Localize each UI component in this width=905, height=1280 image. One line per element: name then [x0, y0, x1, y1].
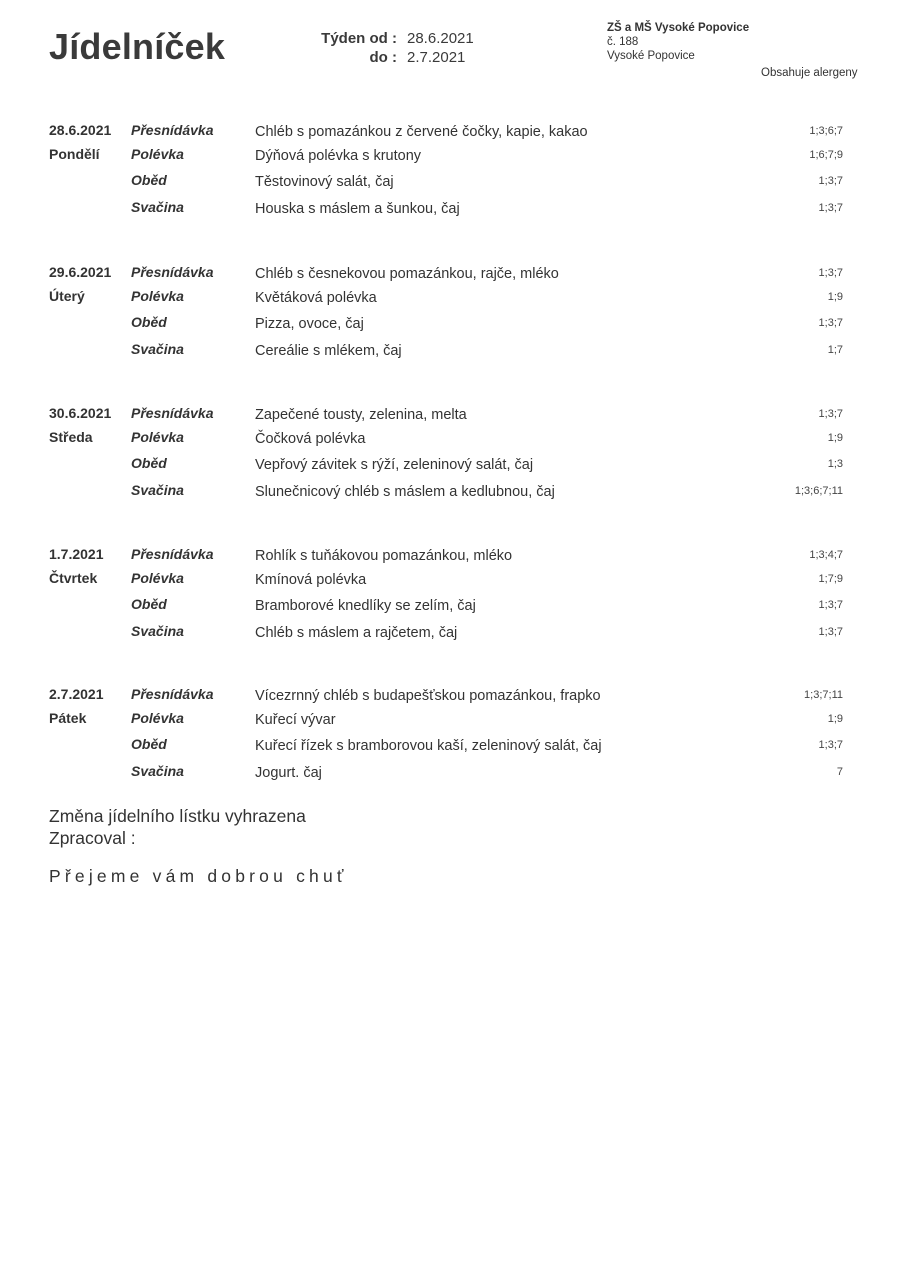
day-name: Čtvrtek — [49, 570, 98, 586]
meal-allergens: 1;3;6;7;11 — [794, 485, 843, 497]
meal-type: Přesnídávka — [131, 405, 214, 421]
meal-row — [0, 314, 905, 338]
week-from-value: 28.6.2021 — [407, 30, 474, 47]
meal-allergens: 1;7;9 — [818, 573, 843, 585]
meal-allergens: 1;9 — [827, 432, 843, 444]
meal-dish: Vícezrnný chléb s budapešťskou pomazánkou, frapko — [255, 688, 601, 704]
meal-dish: Cereálie s mlékem, čaj — [255, 343, 402, 359]
meal-type: Oběd — [131, 596, 167, 612]
meal-allergens: 1;3;7 — [818, 202, 843, 214]
meal-row — [0, 596, 905, 620]
meal-type: Svačina — [131, 341, 184, 357]
meal-allergens: 1;3;7 — [818, 267, 843, 279]
meal-type: Polévka — [131, 710, 184, 726]
meal-row — [0, 172, 905, 196]
meal-dish: Chléb s máslem a rajčetem, čaj — [255, 625, 458, 641]
meal-allergens: 1;3 — [827, 458, 843, 470]
meal-allergens: 1;3;7 — [818, 599, 843, 611]
meal-type: Oběd — [131, 314, 167, 330]
meal-row — [0, 122, 905, 146]
meal-row — [0, 264, 905, 288]
meal-allergens: 7 — [836, 766, 843, 778]
meal-type: Svačina — [131, 482, 184, 498]
meal-type: Svačina — [131, 763, 184, 779]
meal-dish: Zapečené tousty, zelenina, melta — [255, 407, 467, 423]
meal-row — [0, 429, 905, 453]
meal-type: Svačina — [131, 623, 184, 639]
day-name: Úterý — [49, 288, 85, 304]
meal-row — [0, 199, 905, 223]
meal-type: Přesnídávka — [131, 264, 214, 280]
meal-row — [0, 763, 905, 787]
meal-type: Přesnídávka — [131, 546, 214, 562]
prepared-by: Zpracoval : — [49, 828, 136, 848]
meal-row — [0, 146, 905, 170]
school-address — [607, 21, 749, 63]
meal-allergens: 1;9 — [827, 713, 843, 725]
day-date: 28.6.2021 — [49, 122, 112, 138]
day-name: Pátek — [49, 710, 87, 726]
meal-dish: Dýňová polévka s krutony — [255, 148, 422, 164]
meal-dish: Květáková polévka — [255, 290, 377, 306]
meal-dish: Chléb s česnekovou pomazánkou, rajče, mléko — [255, 266, 559, 282]
school-town: Vysoké Popovice — [607, 50, 695, 62]
meal-dish: Čočková polévka — [255, 431, 366, 447]
meal-row — [0, 482, 905, 506]
school-name: ZŠ a MŠ Vysoké Popovice — [607, 22, 750, 34]
school-number: č. 188 — [607, 36, 639, 48]
meal-allergens: 1;3;4;7 — [809, 549, 843, 561]
meal-type: Přesnídávka — [131, 686, 214, 702]
meal-dish: Kuřecí vývar — [255, 712, 336, 728]
meal-allergens: 1;9 — [827, 291, 843, 303]
meal-row — [0, 405, 905, 429]
meal-dish: Rohlík s tuňákovou pomazánkou, mléko — [255, 548, 513, 564]
meal-type: Přesnídávka — [131, 122, 214, 138]
meal-row — [0, 546, 905, 570]
meal-type: Polévka — [131, 146, 184, 162]
meal-dish: Těstovinový salát, čaj — [255, 174, 394, 190]
week-to-label: do : — [369, 49, 397, 66]
meal-row — [0, 455, 905, 479]
meal-type: Oběd — [131, 455, 167, 471]
page-title: Jídelníček — [49, 26, 226, 67]
day-name: Pondělí — [49, 146, 100, 162]
meal-allergens: 1;3;7 — [818, 408, 843, 420]
meal-allergens: 1;3;6;7 — [809, 125, 843, 137]
bon-appetit-wish: Přejeme vám dobrou chuť — [49, 866, 348, 886]
meal-allergens: 1;3;7 — [818, 175, 843, 187]
day-date: 2.7.2021 — [49, 686, 104, 702]
meal-dish: Houska s máslem a šunkou, čaj — [255, 201, 460, 217]
meal-row — [0, 710, 905, 734]
meal-dish: Kmínová polévka — [255, 572, 367, 588]
day-date: 1.7.2021 — [49, 546, 104, 562]
meal-type: Oběd — [131, 736, 167, 752]
meal-type: Polévka — [131, 429, 184, 445]
meal-dish: Slunečnicový chléb s máslem a kedlubnou, čaj — [255, 484, 555, 500]
meal-row — [0, 686, 905, 710]
meal-dish: Bramborové knedlíky se zelím, čaj — [255, 598, 476, 614]
meal-allergens: 1;7 — [827, 344, 843, 356]
meal-row — [0, 288, 905, 312]
allergens-column-label: Obsahuje alergeny — [761, 67, 858, 79]
week-to-value: 2.7.2021 — [407, 49, 466, 66]
meal-row — [0, 341, 905, 365]
meal-allergens: 1;3;7 — [818, 626, 843, 638]
meal-row — [0, 570, 905, 594]
meal-allergens: 1;3;7;11 — [804, 689, 843, 701]
meal-row — [0, 736, 905, 760]
day-name: Středa — [49, 429, 93, 445]
meal-allergens: 1;6;7;9 — [809, 149, 843, 161]
meal-dish: Chléb s pomazánkou z červené čočky, kapie, kakao — [255, 124, 588, 140]
meal-type: Polévka — [131, 570, 184, 586]
meal-row — [0, 623, 905, 647]
day-date: 30.6.2021 — [49, 405, 112, 421]
meal-type: Svačina — [131, 199, 184, 215]
meal-allergens: 1;3;7 — [818, 317, 843, 329]
change-notice: Změna jídelního lístku vyhrazena — [49, 806, 306, 826]
meal-dish: Kuřecí řízek s bramborovou kaší, zeleninový salát, čaj — [255, 738, 602, 754]
meal-allergens: 1;3;7 — [818, 739, 843, 751]
meal-type: Oběd — [131, 172, 167, 188]
meal-dish: Jogurt. čaj — [255, 765, 322, 781]
meal-dish: Vepřový závitek s rýží, zeleninový salát, čaj — [255, 457, 534, 473]
meal-type: Polévka — [131, 288, 184, 304]
meal-dish: Pizza, ovoce, čaj — [255, 316, 364, 332]
day-date: 29.6.2021 — [49, 264, 112, 280]
week-from-label: Týden od : — [321, 30, 397, 47]
